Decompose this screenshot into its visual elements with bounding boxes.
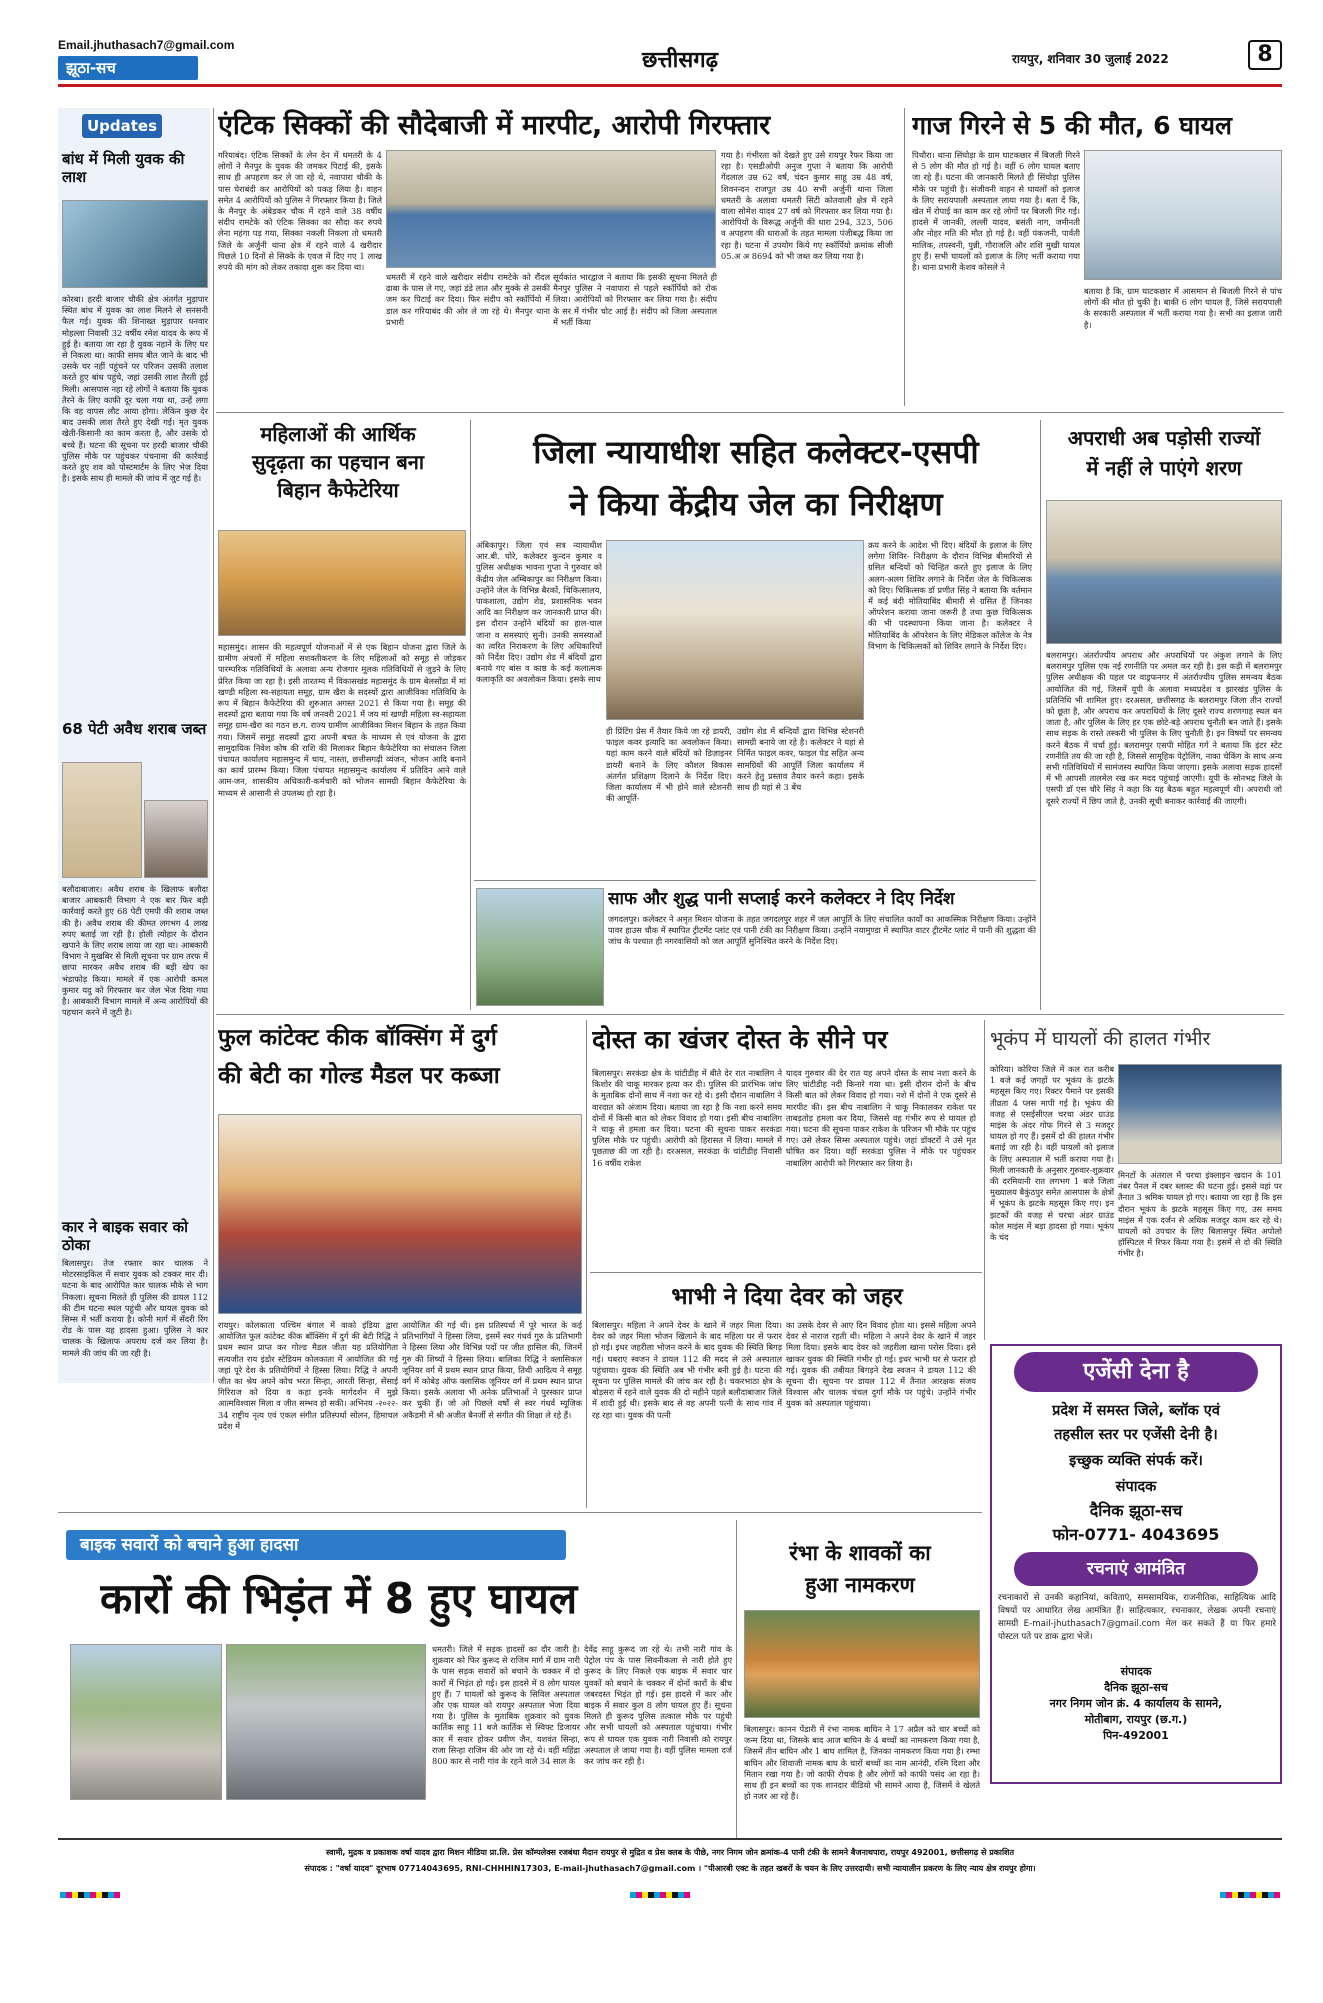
- story10-col2: का उसके देवर से आए दिन विवाद होता था। इससे महिला अपने देवर से नाराज रहती थी। महिला ने अपने देवर के खाने में जहर मिला दिया। इसके बाद देवर को जहरीला खाना परोस दिया। इसे खाकर युवक की स्थिति गंभीर हो गई। इधर भाभी घर से फरार हो गई। युवक की तबीयत बिगड़ने देख स्वजन ने डायल 112 की सूचना दी। सूचना पर डायल 112 में तैनात आरक्षक संजय विश्वास और चालक चंचल दुर्गा मौके पर पहुंचे। उन्होंने गंभीर युवक को अस्पताल पहुंचाया।: [786, 1320, 976, 1409]
- story1-col2: धमतरी में रहने वाले खरीदार संदीप रामटेके को रौंदल ढाबा के पास ले गए, जहां डंडे लात और मुक्के से उसकी जम कर पिटाई कर दिया। फिर संदीप को स्कॉर्पियो में डाल कर गरियाबंद की ओर ले जा रहे थे। मैनपुर थाना प्रभारी: [386, 272, 550, 327]
- story12-body: बिलासपुर। कानन पेंडारी में रंभा नामक बाघिन ने 17 अप्रैल को चार बच्चों को जन्म दिया था, जिसके बाद आज बाघिन के 4 बच्चों का नामकरण किया गया है, जिसमें तीन बाघिन और 1 बाघ शामिल है, जिनका नामकरण किया गया है। रम्भा बाघिन और शिवाजी नामक बाघ के चारों बच्चों का नाम आनंदी, रश्मि दिशा और मितान रखा गया है। जो काफी रोचक है और लोगों को काफी पसंद आ रहा है। साथ ही इन बच्चों का एक शानदार वीडियो भी सामने आया है, जिसमें वे खेलते हो नजर आ रहे हैं।: [744, 1724, 980, 1802]
- story5-photo: [476, 888, 604, 1006]
- updates-s1-head: बांध में मिली युवक की लाश: [62, 150, 185, 186]
- story12-photo: [744, 1610, 980, 1718]
- story2-col1: पिथौरा। थाना सिंघोड़ा के ग्राम घाटकछार में बिजली गिरने से 5 लोग की मौत हो गई है। वहीं 6 लोग घायल बताए जा रहे हैं। घटना की जानकारी मिलते ही सिंघोड़ा पुलिस मौके पर पहुंची है। संजीवनी वाहन से घायलों को इलाज के लिए सरायपाली अस्पताल लाया गया है। बता दें कि, खेत में रोपाई का काम कर रहे लोगों पर बिजली गिर गई। हादसे में जानकी, लल्ली यादव, बसंती नाग, जमीनती और नोहर मति की मौत हो गई है। वहीं पंकजनी, पार्वती मालिक, तपस्वनी, पुन्नी, गौराजलि और शशि मुखी घायल हुए हैं। सभी घायलों को इलाज के लिए भर्ती कराया गया है। थाना प्रभारी केशव कोसले ने: [912, 150, 1080, 273]
- registration-marks-left: [60, 1892, 120, 1898]
- story5-headline: साफ और शुद्ध पानी सप्लाई करने कलेक्टर ने दिए निर्देश: [608, 889, 955, 909]
- page-number: 8: [1257, 42, 1273, 67]
- story4-col3: उद्योग शेड में बन्दियों द्वारा विभिन्न स्टेशनरी सामग्री बनाये जा रहे है। कलेक्टर ने यहां से निर्मित फाइल कवर, फाइल पेड सहित अन्य सामग्रियों की आपूर्ति जिला कार्यालय में करने हेतु प्रस्ताव तैयार करने कहा। इसके साथ ही यहां से 3 बेंच: [737, 726, 864, 793]
- story11-photo-right: [226, 1644, 426, 1800]
- footer-line2: संपादक : "वर्षा यादव" दूरभाष 07714043695, RNI-CHHHIN17303, E-mail-jhuthasach7@gmail.com । "पीआरबी एक्ट के तहत खबरों के चयन के लिए उत्तरदायी। सभी न्यायालीन प्रकरण के लिए न्याय क्षेत्र रायपुर होगा।: [304, 1864, 1036, 1873]
- story6-headline-l1: अपराधी अब पड़ोसी राज्यों: [1067, 426, 1261, 450]
- story8-col1: बिलासपुर। सरकंडा क्षेत्र के चांटीडीह में बीते देर रात नाबालिग ने किशोर की चाकू मारकर हत्या कर दी। पुलिस की प्रारंभिक जांच के मुताबिक दोनों साथ में नशा कर रहे थे। इसी दौरान नाबालिग ने वारदात को अंजाम दिया। बताया जा रहा है कि नशा करने समय दोनों में किसी बात को लेकर विवाद हो गया। इसी बीच नाबालिग ने चाकू से हमला कर दिया। घटना की सूचना पाकर सरकंडा पुलिस मौके पर पहुंची। आरोपी को हिरासत में लिया। मामले में पूछताछ की जा रही है। दरअसल, सरकंडा के चांटीडीह निवासी 16 वर्षीय राकेश: [592, 1068, 782, 1168]
- story12-headline-l2: हुआ नामकरण: [805, 1573, 915, 1597]
- story9-photo: [1118, 1064, 1282, 1164]
- header-rule: [58, 84, 1282, 87]
- story5-divider: [1040, 420, 1041, 1010]
- section-title: छत्तीसगढ़: [642, 48, 718, 73]
- updates-s3-body: बिलासपुर। तेज रफ्तार कार चालक ने मोटरसाइकिल में सवार युवक को टक्कर मार दी। घटना के बाद आरोपित कार चालक मौके से भाग निकला। सूचना मिलते ही पुलिस की डायल 112 की टीम घटना स्थल पहुंची और घायल युवक को सिम्स में भर्ती कराया है। कोनी मार्ग में सेंदरी रिंग रोड के पास यह हादसा हुआ। पुलिस ने कार चालक के खिलाफ अपराध दर्ज कर लिया है। मामले की जांच की जा रही है।: [62, 1258, 208, 1358]
- story4-headline-l2: ने किया केंद्रीय जेल का निरीक्षण: [569, 485, 943, 523]
- story12-headline-l1: रंभा के शावकों का: [789, 1541, 931, 1565]
- story7-headline-l1: फुल कांटेक्ट कीक बॉक्सिंग में दुर्ग: [218, 1025, 497, 1051]
- story10-headline: भाभी ने दिया देवर को जहर: [671, 1284, 903, 1310]
- date-label: रायपुर, शनिवार 30 जुलाई 2022: [1012, 52, 1169, 66]
- story7-headline-l2: की बेटी का गोल्ड मैडल पर कब्जा: [218, 1063, 500, 1089]
- story1-col1: गरियाबंद। एंटिक सिक्कों के लेन देन में धमतरी के 4 लोगों ने मैनपुर के युवक की जमकर पिटाई की, इसके साथ ही अपहरण कर ले जा रहे थे, नवापारा चौकी के पास घेराबंदी कर आरोपियों को पकड़ लिया है। वाहन समेत 4 आरोपियों को पुलिस ने गिरफ्तार किया है। जिले के मैनपुर के अंबेडकर चौक में रहने वाले 38 वर्षीय संदीप रामटेके को एंटिक सिक्का का सौदा कर रुपये लेना महंगा पड़ गया, सिक्का नकली निकला तो धमतरी जिले के अर्जुनी थाना क्षेत्र में रहने वाले 4 खरीदार पिछले 10 दिनों से सिक्के के एवज में दिए गए 1 लाख रुपये की मांग को लेकर तकादा शुरू कर दिया था।: [218, 150, 382, 273]
- story7-divider: [586, 1020, 587, 1508]
- story3-headline-l2: सुदृढ़ता का पहचान बना: [251, 450, 425, 474]
- story6-body: बलरामपुर। अंतर्राज्यीय अपराध और अपराधियों पर अंकुश लगाने के लिए बलरामपुर पुलिस एक नई रणनीति पर अमल कर रही है। इस कड़ी में बलरामपुर पुलिस अधीक्षक की पहल पर वाड्रफनगर में अंतर्राज्यीय पुलिस समन्वय बैठक आयोजित की गई, जिसमें यूपी के अलावा मध्यप्रदेश व झारखंड पुलिस के प्रतिनिधि भी शामिल हुए। दरअसल, छत्तीसगढ़ के बलरामपुर जिला तीन राज्यों को छूता है, और अपराध कर अपराधियों के लिए दूसरे राज्य शरणगाह स्थल बन जाता है, और पुलिस के लिए हर एक छोटे-बड़े अपराध चुनौती बन जाते हैं। इसके साथ सड़क के रास्ते तस्करी भी पुलिस के लिए चुनौती है। इन विषयों पर समन्वय करने बैठक में चर्चा हुई। बलरामपुर एसपी मोहित गर्ग ने बताया कि इंटर स्टेट रणनीति तय की जा रही है, जिससे सामूहिक पेट्रोलिंग, नाका चेकिंग के साथ अन्य सभी गतिविधियों में सामंजस्य स्थापित किया जाएगा। इसके अलावा सड़क हादसों में भी आपसी तालमेल रख कर मदद पहुंचाई जाएगी। यूपी के सोनभद्र जिले के एसपी डॉ एस चौरे सिंह ने कहा कि यह बैठक बहुत महत्वपूर्ण थी। अपराधी जो दूसरे राज्यों में छिप जाते है, उनकी सूची बनाकर कार्रवाई की जाएगी।: [1046, 650, 1282, 806]
- footer-rule: [58, 1838, 1282, 1840]
- updates-s2-person-photo: [144, 800, 208, 878]
- story2-headline: गाज गिरने से 5 की मौत, 6 घायल: [912, 111, 1232, 140]
- invite-title: रचनाएं आमंत्रित: [1014, 1552, 1258, 1586]
- agency-ad-line5: दैनिक झूठा-सच: [1089, 1501, 1183, 1520]
- registration-marks-center: [630, 1892, 690, 1898]
- updates-divider: [213, 108, 214, 1383]
- story4-photo: [606, 540, 864, 720]
- story10-col1: बिलासपुर। महिला ने अपने देवर के खाने में जहर मिला दिया। देवर को जहर मिला भोजन खिलाने के बाद महिला घर से फरार हो गई। इधर जहरीला भोजन करने के बाद युवक की स्थिति बिगड़ गई। घबराए स्वजन ने डायल 112 की मदद से उसे अस्पताल पहुंचाया। युवक की स्थिति अब भी गंभीर बनी हुई है। घटना की सूचना पर पुलिस मामले की जांच कर रही है। चकरभाठा क्षेत्र के बोड़सरा में रहने वाले युवक की दो महीने पहले बलौदाबाजार जिले में शादी हुई थी। इसके बाद से वह अपनी पत्नी के साथ गांव में रह रहा था। युवक की पत्नी: [592, 1320, 782, 1420]
- updates-s2-photo: [62, 762, 142, 878]
- story4-col1: अंबिकापुर। जिला एवं सत्र न्यायाधीश आर.बी. घोरे, कलेक्टर कुन्दन कुमार व पुलिस अधीक्षक भावना गुप्ता ने गुरुवार को केंद्रीय जेल अम्बिकापुर का निरीक्षण किया। उन्होंने जेल के विभिन्न बैरकों, चिकित्सालय, पाकशाला, उद्योग शेड, प्रशासनिक भवन आदि का निरीक्षण कर जानकारी प्राप्त की। इस दौरान उन्होंने बंदियों का हाल-चाल जाना व समस्याएं सुनी। उनकी समस्याओं का त्वरित निराकरण के लिए अधिकारियों को निर्देश दिए। उद्योग शेड में बंदियों द्वारा बनाये गए बांस व काष्ठ के कई कलात्मक कलाकृति का अवलोकन किया। इसके साथ: [476, 540, 602, 685]
- updates-s3-head: कार ने बाइक सवार को ठोका: [62, 1218, 188, 1254]
- invite-addr2: दैनिक झूठा-सच: [1104, 1681, 1168, 1694]
- agency-ad-title: एजेंसी देना है: [1014, 1352, 1258, 1392]
- story7-col2: आयोजित की गई थी। इस प्रतिस्पर्धा में पूरे भारत के कई प्रतिभागियों ने हिस्सा लिया, इसमें स्वर गंधर्व गुरु के प्रतिभागी ने हिस्सा लिया और विभिन्न पदों पर जीत हासिल की, जिनमें गुरु की शिष्यों ने हिस्सा लिया। बालिका रिद्धि ने क्लासिकल जूनियर वर्ग में प्रथम स्थान प्राप्त किया, तिथी आदित्य ने समूह वर्ग में कोबेड़ ऑफ क्लासिक जूनियर वर्ग में प्रथम स्थान प्राप्त किया। इसके अलावा भी अनेक प्रतिभाओं ने पुरस्कार प्राप्त कर चुकी हैं। जो ओ पिछले वर्षों से स्वर गंधर्व म्यूजिक अकैडमी में श्री अजीत बैनर्जी से संगीत की शिक्षा ले रहे हैं।: [402, 1320, 582, 1420]
- story9-col2: मिनटों के अंतराल में चरचा इंक्लाइन खदान के 101 नंबर पैनल में दबर ब्लास्ट की घटना हुई। इससे वहां पर तैनात 3 श्रमिक घायल हो गए। बताया जा रहा है कि इस दौरान भूकंप के झटके महसूस किए गए, उस समय माइंस में एक दर्जन से अधिक मजदूर काम कर रहे थे। घायलों को उपचार के लिए बिलासपुर स्थित अपोलो हॉस्पिटल में रिफर किया गया है। इसमें से दो की स्थिति गंभीर है।: [1118, 1170, 1282, 1259]
- story4-col4: क्रय करने के आदेश भी दिए। बंदियों के इलाज के लिए लगेगा शिविर- निरीक्षण के दौरान विभिन्न बीमारियों से ग्रसित बन्दियों को चिन्हित करते हुए इलाज के लिए अलग-अलग शिविर लगाने के निर्देश जेल के चिकित्सक को दिए। चिकित्सक डॉ प्रणीत सिंह ने बताया कि वर्तमान में कई बंदी मोतियाबिंद बीमारी से ग्रसित हैं जिनका ऑपरेशन कराया जाना जरूरी है तथा कुछ चिकित्सक की भी पदस्थापना किया जाना है। कलेक्टर ने मोतियाबिंद के ऑपरेशन के लिए मेडिकल कॉलेज के नेत्र विभाग के चिकित्सकों को शिविर लगाने के निर्देश दिए।: [868, 540, 1032, 651]
- email-label: Email.jhuthasach7@gmail.com: [58, 38, 235, 52]
- updates-label: Updates: [82, 114, 162, 138]
- story7-photo: [218, 1114, 582, 1314]
- story2-photo: [1084, 150, 1282, 280]
- story8-bottom-rule: [590, 1272, 982, 1273]
- story7-col1: रायपुर। कोलकाता पश्चिम बंगाल में वाको इंडिया द्वारा आयोजित फुल कांटेक्ट कीक बॉक्सिंग में दुर्ग की बेटी रिद्धि ने प्रथम स्थान प्राप्त कर गोल्ड मैडल जीता यह प्रतियोगिता सत्यजीत राय इंडोर स्टेडियम कोलकाता में आयोजित की गई जहां पूरे देश के प्रतियोगियों ने हिस्सा लिया। रिद्धि ने अपनी जीत का श्रेय अपने कोच भरत सिन्हा, आरती सिन्हा, सेंसाई गिरिराज को दिया व कहा इनके मार्गदर्शन में मुझे आत्मविश्वास मिला व जीत सम्भव हो सकी। अभिनय -२०२२- 34 राष्ट्रीय नृत्य एवं एकल संगीत प्रतिस्पर्धा सोलन, हिमाचल प्रदेश में: [218, 1320, 398, 1431]
- registration-marks-right: [1220, 1892, 1280, 1898]
- story1-photo: [386, 150, 716, 268]
- updates-s2-body: बलौदाबाजार। अवैध शराब के खिलाफ बलौदा बाजार आबकारी विभाग ने एक बार फिर बड़ी कार्रवाई करते हुए 68 पेटी एमपी की शराब जब्त की है। अवैध शराब की कीमत लगभग 4 लाख रुपए बताई जा रही है। होली त्योहार के दौरान खपाने के लिए शराब लाया जा रहा था। आबकारी विभाग ने मुखबिर से मिली सूचना पर ग्राम तरफ में छापा मारकर अवैध शराब की बड़ी खेप का भंडाफोड़ किया। मामले में एक आरोपी कमल कुमार यदु को गिरफ्तार कर जेल भेज दिया गया है। आबकारी विभाग मामले में अन्य आरोपियों की पहचान करने में जुटी है।: [62, 884, 208, 1018]
- story1-headline: एंटिक सिक्कों की सौदेबाजी में मारपीट, आरोपी गिरफ्तार: [218, 110, 771, 141]
- story5-body: जगदलपुर। कलेक्टर ने अमृत मिशन योजना के तहत जगदलपुर शहर में जल आपूर्ति के लिए संचालित कार्यों का आकस्मिक निरीक्षण किया। उन्होंने पावर हाउस चौक में स्थापित ट्रीटमेंट प्लांट एवं पानी टंकी का निरीक्षण किया। उन्होंने नयामुण्डा में स्थापित वाटर ट्रीटमेंट प्लांट में पानी की शुद्धता की जांच के पश्चात ही नगरवासियों को जल आपूर्ति सुनिश्चित करने के निर्देश दिए।: [608, 914, 1036, 947]
- updates-s1-body: कोरबा। हरदी बाजार चौकी क्षेत्र अंतर्गत मुड़ापार स्थित बांध में युवक का लाश मिलने से सनसनी फैल गई। युवक की शिनाख्त मुड़ापार धनवार मोहल्ला निवासी 32 वर्षीय रमेश यादव के रूप में हुई है। बताया जा रहा है युवक नहाने के लिए घर से निकला था। काफी समय बीत जाने के बाद भी उसके घर नहीं पहुंचने पर परिजन उसकी तलाश करते हुए बांध पहुंचे, जहां उसकी लाश तैरती हुई मिली। आसपास नहा रहे लोगों ने बताया कि युवक तैरने के लिए काफी दूर चला गया था, उन्हें लगा कि वह वापस लौट आया होगा। लेकिन कुछ देर बाद उसकी लाश तैरते हुए देखी गई। मृत युवक खेती-किसानी का काम करता है, और उसके दो बच्चे हैं। घटना की सूचना पर हरदी बाजार चौकी पुलिस मौके पर पहुंचकर पंचनामा की कार्रवाई करते हुए शव को पोस्टमार्टम के लिए भेज दिया है। इसके साथ ही मामले की जांच में जुट गई है।: [62, 294, 208, 484]
- story2-col2: बताया है कि, ग्राम घाटकछार में आसमान से बिजली गिरने से पांच लोगों की मौत हो चुकी है। बाकी 6 लोग घायल हैं, जिसे सरायपाली के सरकारी अस्पताल में भर्ती कराया गया है। सभी का इलाज जारी है।: [1084, 286, 1282, 330]
- story9-headline: भूकंप में घायलों की हालत गंभीर: [990, 1028, 1211, 1050]
- masthead-paper-name: झूठा-सच: [66, 59, 116, 77]
- invite-addr3: नगर निगम जोन क्रं. 4 कार्यालय के सामने,: [1049, 1697, 1223, 1710]
- story8-col2: यादव गुरुवार की देर रात यह अपने दोस्त के साथ नशा करने के लिए चांटीडीह नदी किनारे गया था। इसी दौरान दोनों के बीच किसी बात को लेकर विवाद हो गया। नशे में दोनों ने एक दूसरे से मारपीट की। इस बीच नाबालिग ने चाकू निकालकर राकेश पर ताबड़तोड़ हमला कर दिया, जिससे वह गंभीर रूप से घायल हो गया। घटना की सूचना पाकर राकेश के परिजन भी मौके पर पहुंच गए। उसे लेकर सिम्स अस्पताल पहुंचे। जहां डॉक्टरों ने उसे मृत घोषित कर दिया। वहीं सरकंडा पुलिस ने मौके पर पहुंचकर नाबालिग आरोपी को गिरफ्तार कर लिया है।: [786, 1068, 976, 1168]
- story4-headline-l1: जिला न्यायाधीश सहित कलेक्टर-एसपी: [533, 433, 979, 471]
- story11-photo-left: [70, 1644, 222, 1800]
- agency-ad-line1: प्रदेश में समस्त जिले, ब्लॉक एवं: [1052, 1403, 1220, 1419]
- story6-photo: [1046, 500, 1282, 644]
- updates-s2-head: 68 पेटी अवैध शराब जब्त: [62, 720, 207, 738]
- story3-headline-l1: महिलाओं की आर्थिक: [260, 422, 416, 446]
- story3-headline-l3: बिहान कैफेटेरिया: [277, 478, 399, 502]
- row1-divider: [216, 412, 1284, 413]
- agency-ad-line3: इच्छुक व्यक्ति संपर्क करें।: [1069, 1453, 1203, 1469]
- invite-addr1: संपादक: [1120, 1665, 1152, 1678]
- agency-ad-phone: फोन-0771- 4043695: [1052, 1525, 1220, 1544]
- agency-ad-line2: तहसील स्तर पर एजेंसी देनी है।: [1054, 1427, 1218, 1443]
- story11-col1: धमतरी। जिले में सड़क हादसों का दौर जारी है। शुक्रवार को फिर कुरूद से राजिम मार्ग में ग्राम नारी के पास सड़क सवारों को बचाने के चक्कर में दो कारों में भिड़ंत हो गई। इस हादसे में 8 लोग घायल हुए हैं। 7 घायलों को कुरूद के सिविल अस्पताल और एक घायल को रायपुर अस्पताल भेजा दिया गया है। पुलिस के मुताबिक शुक्रवार को युवक कार्तिक साहू 11 बजे कार्तिक से स्विफ्ट डिजायर कार में सवार होकर प्रवीण जैन, यशवंत सिन्हा, राजा सिन्हा राजिम की ओर जा रहे थे। वहीं महिंद्रा 800 कार से नारी गांव के रहने वाले 34 साल के: [432, 1644, 580, 1767]
- story1-col3: सूर्यकांत भारद्वाज ने बताया कि इसकी सूचना मिलते ही मैनपुर पुलिस ने नवापारा से पहले स्कॉर्पियो को रोक लिया। आरोपियों को गिरफ्तार कर लिया गया है। संदीप के सर में गंभीर चोट आई है। संदीप को जिला अस्पताल में भर्ती किया: [553, 272, 717, 327]
- row3-divider: [58, 1512, 982, 1513]
- story3-divider: [470, 420, 471, 1010]
- footer-line1: स्वामी, मुद्रक व प्रकाशक वर्षा यादव द्वारा मिशन मीडिया प्रा.लि. प्रेस कॉम्पलेक्स रजबंधा मैदान रायपुर से मुद्रित व प्रेस क्लब के पीछे, नगर निगम जोन क्रमांक-4 पानी टंकी के सामने बैजनाथपारा, रायपुर 492001, छत्तीसगढ़ से प्रकाशित: [325, 1848, 1015, 1857]
- story4-col2: ही प्रिंटिंग प्रेस में तैयार किये जा रहे डायरी, फाइल कवर इत्यादि का अवलोकन किया। यहां काम करने वाले बंदियों को डिज़ाइनर डायरी बनाने के लिए कौशल विकास अंतर्गत प्रशिक्षण दिलाने के निर्देश दिए। जिला कार्यालय में भी होने वाले स्टेशनरी की आपूर्ति-: [606, 726, 732, 804]
- row2-divider: [216, 1014, 1284, 1015]
- story4-bottom-rule: [474, 880, 1036, 881]
- invite-body: रचनाकारों से उनकी कहानियां, कविताएं, समसामयिक, राजनीतिक, साहित्यिक आदि विषयों पर आधारित लेख आमंत्रित हैं। साहित्यकार, रचनाकार, लेखक अपनी रचनाएं सामग्री E-mail-jhuthasach7@gmail.com मेल कर सकते हैं या फिर हमारे पोस्टल पते पर डाक द्वारा भेजें।: [998, 1593, 1276, 1642]
- story9-col1: कोरिया। कोरिया जिले में कल रात करीब 1 बजे कई जगहों पर भूकंप के झटके महसूस किए गए। रिक्टर पैमाने पर इसकी तीव्रता 4 प्लस मापी गई है। भूकंप की वजह से एसईसीएल चरचा अंडर ग्राउंड माइंस के अंदर गोफ गिरने से 3 मजदूर घायल हो गए हैं। इसमें दो की हालत गंभीर बताई जा रही है। वहीं घायलों को इलाज के लिए अस्पताल में भर्ती कराया गया है। मिली जानकारी के अनुसार गुरुवार-शुक्रवार की दरमियानी रात लगभग 1 बजे जिला मुख्यालय बैकुंठपुर समेत आसपास के क्षेत्रों में भूकंप के झटके महसूस किए गए। इन झटकों की वजह से चरचा अंडर ग्राउंड कोल माइंस में बड़ा हादसा हो गया। भूकंप के चंद: [990, 1064, 1114, 1243]
- story6-headline-l2: में नहीं ले पाएंगे शरण: [1086, 456, 1242, 480]
- story11-banner: बाइक सवारों को बचाने हुआ हादसा: [80, 1535, 299, 1555]
- story11-col2: देवेंद्र साहू कुरूद जा रहे थे। तभी नारी गांव के पेट्रोल पंप के पास सिवनीकला से नारी होते हुए कुरूद के लिए निकले एक बाइक में सवार चार युवकों को बचाने के चक्कर में दोनों कारों के बीच जबरदस्त भिड़ंत हो गई। इस हादसे में कार और बाइक में सवार कुल 8 लोग घायल हुए हैं। सूचना मिलते ही कुरूद पुलिस तत्काल मौके पर पहुंची और सभी घायलों को अस्पताल पहुंचाया। गंभीर रूप से घायल एक युवक नारी निवासी को रायपुर अस्पताल ले जाया गया है। वहीं पुलिस मामला दर्ज कर जांच कर रही है।: [584, 1644, 732, 1767]
- invite-addr4: मोतीबाग, रायपुर (छ.ग.): [1084, 1713, 1188, 1726]
- story3-body: महासमुंद। शासन की महत्वपूर्ण योजनाओं में से एक बिहान योजना द्वारा जिले के ग्रामीण अंचलों में महिला सशक्तीकरण के लिए महिलाओं को समूह से जोड़कर पारम्परिक गतिविधियों के अलावा अन्य रोजगार मूलक गतिविधियों से जुड़ने के लिए प्रेरित किया जा रहा है। इसी तारतम्य में विकासखंड महासमुंद के ग्राम बेलसोंडा में मां खण्डी महिला स्व-सहायता समूह, ग्राम खैरा के सदस्यों द्वारा आजीविका गतिविधि के रूप में बिहान कैफेटेरिया की शुरुआत अगस्त 2021 से किया गया है। समूह की सदस्यों द्वारा बताया गया कि वर्ष जनवरी 2021 में जय मां खण्डी महिला स्व-सहायता समूह ग्राम-खैरा का गठन छ.ग. राज्य ग्रामीण आजीविका मिशन बिहान के तहत किया गया। जिसमें समूह सदस्यों द्वारा अपनी बचत के माध्यम से एवं योजना के द्वारा सामुदायिक निवेश कोष की राशि की मिलाकर बिहान कैफेटेरिया का संचालन जिला पंचायत कार्यालय महासमुन्द में चाय, नास्ता, छत्तीसगढ़ी व्यंजन, भोजन आदि बनाने का कार्य प्रारम्भ किया। जिला पंचायत महासमुन्द कार्यालय में प्रतिदिन आने वाले आम-जन, शासकीय अधिकारी-कर्मचारी को भोजन सामग्री बिहान कैफेटेरिया के माध्यम से आसानी से उपलब्ध हो रहा है।: [218, 642, 466, 798]
- agency-ad-line4: संपादक: [1115, 1479, 1157, 1495]
- story8-headline: दोस्त का खंजर दोस्त के सीने पर: [592, 1025, 888, 1054]
- updates-s1-photo: [62, 200, 208, 288]
- story11-divider: [736, 1520, 737, 1840]
- story3-photo: [218, 530, 466, 636]
- invite-addr5: पिन-492001: [1103, 1729, 1169, 1742]
- story1-col4: गया है। गंभीरता को देखते हुए उसे रायपुर रैफर किया जा रहा है। एसडीओपी अनुज गुप्ता ने बताया कि आरोपी गेंदलाल उम्र 62 वर्ष, चंदन कुमार साहू उम्र 48 वर्ष, शिवनन्दन राजपूत उम्र 40 सभी अर्जुनी थाना जिला धमतरी के अलावा धमतरी सिटी कोतवाली क्षेत्र में रहने वाला सोमेश यादव 27 वर्ष को गिरफ्तार कर लिया गया है। आरोपियों के विरूद्ध अर्जुनी की धारा 294, 323, 506 व अपहरण की धाराओं के तहत मामला पंजीबद्ध किया जा रहा है। घटना में उपयोग किये गए स्कॉर्पियो क्रमांक सीजी 05.अ अ 8694 को भी जब्त कर लिया गया है।: [721, 150, 893, 261]
- story11-headline: कारों की भिड़ंत में 8 हुए घायल: [100, 1574, 578, 1623]
- story10-divider: [984, 1020, 985, 1340]
- story1-divider: [904, 108, 905, 406]
